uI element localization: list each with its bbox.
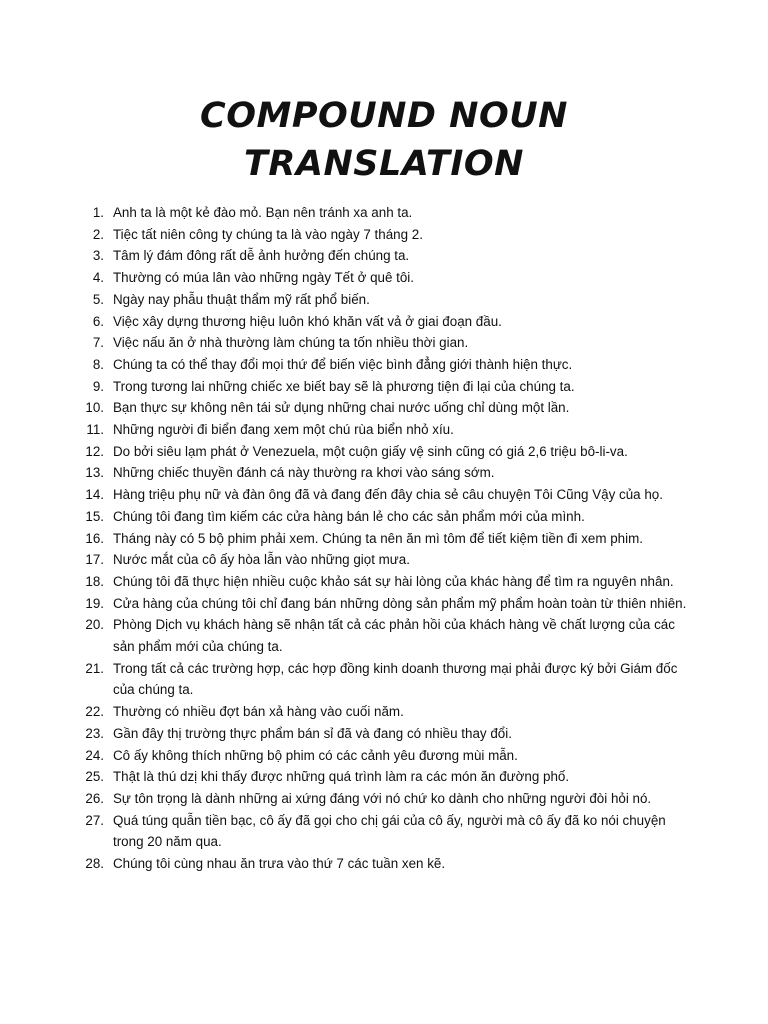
list-item-text: Những người đi biển đang xem một chú rùa biển nhỏ xíu. — [113, 422, 454, 438]
list-item-number: 7. — [92, 335, 104, 351]
list-item-number: 17. — [85, 552, 104, 568]
list-item — [0, 658, 768, 701]
list-item-number: 24. — [85, 747, 104, 763]
list-item-text: Việc xây dựng thương hiệu luôn khó khăn vất vả ở giai đoạn đầu. — [113, 313, 502, 329]
list-item-number: 23. — [85, 725, 104, 741]
list-item-number: 18. — [85, 573, 104, 589]
list-item-text: Cửa hàng của chúng tôi chỉ đang bán những dòng sản phẩm mỹ phẩm hoàn toàn từ thiên nhiên. — [113, 595, 687, 611]
list-item — [0, 506, 768, 528]
list-item — [0, 528, 768, 550]
list-item-text: Cô ấy không thích những bộ phim có các cảnh yêu đương mùi mẫn. — [113, 747, 518, 763]
list-item-number: 1. — [92, 205, 104, 220]
list-item-text: Phòng Dịch vụ khách hàng sẽ nhận tất cả các phản hồi của khách hàng về chất lượng của các sản phẩm mới của chúng ta. — [113, 617, 675, 655]
list-item — [0, 745, 768, 767]
list-item — [0, 289, 768, 311]
list-item-text: Gần đây thị trường thực phẩm bán sỉ đã và đang có nhiều thay đổi. — [113, 725, 512, 741]
list-item — [0, 788, 768, 810]
list-item — [0, 766, 768, 788]
list-item-text: Thường có nhiều đợt bán xả hàng vào cuối năm. — [113, 704, 404, 720]
list-item-text: Chúng tôi đã thực hiện nhiều cuộc khảo sát sự hài lòng của khác hàng để tìm ra nguyên nhân. — [113, 573, 674, 589]
list-item-text: Chúng tôi đang tìm kiếm các cửa hàng bán lẻ cho các sản phẩm mới của mình. — [113, 508, 585, 524]
list-item-text: Nước mắt của cô ấy hòa lẫn vào những giọt mưa. — [113, 552, 410, 568]
list-item — [0, 354, 768, 376]
list-item-number: 15. — [85, 508, 104, 524]
list-item — [0, 267, 768, 289]
list-item-number: 4. — [92, 270, 104, 286]
list-item-text: Trong tương lai những chiếc xe biết bay sẽ là phương tiện đi lại của chúng ta. — [113, 378, 575, 394]
list-item-number: 9. — [92, 378, 104, 394]
list-item-number: 3. — [92, 248, 104, 264]
document-title — [0, 92, 768, 188]
list-item-number: 2. — [92, 226, 104, 242]
list-item — [0, 810, 768, 853]
list-item — [0, 549, 768, 571]
list-item-number: 20. — [85, 617, 104, 633]
list-item-number: 11. — [86, 422, 104, 438]
list-item-text: Tâm lý đám đông rất dễ ảnh hưởng đến chúng ta. — [113, 248, 410, 264]
list-item-text: Anh ta là một kẻ đào mỏ. Bạn nên tránh xa anh ta. — [113, 205, 413, 220]
sentence-list — [0, 202, 768, 875]
list-item-number: 16. — [85, 530, 104, 546]
list-item — [0, 484, 768, 506]
list-item-number: 14. — [85, 487, 104, 503]
list-item — [0, 332, 768, 354]
list-item — [0, 419, 768, 441]
list-item-text: Thường có múa lân vào những ngày Tết ở quê tôi. — [113, 270, 415, 286]
list-item-number: 6. — [92, 313, 104, 329]
list-item — [0, 701, 768, 723]
list-item-text: Sự tôn trọng là dành những ai xứng đáng với nó chứ ko dành cho những người đòi hỏi nó. — [113, 790, 652, 806]
list-item-text: Việc nấu ăn ở nhà thường làm chúng ta tốn nhiều thời gian. — [113, 335, 469, 351]
list-item-text: Tiệc tất niên công ty chúng ta là vào ngày 7 tháng 2. — [113, 226, 423, 242]
list-item-number: 13. — [85, 465, 104, 481]
list-item-text: Quá túng quẫn tiền bạc, cô ấy đã gọi cho chị gái của cô ấy, người mà cô ấy đã ko nói chuyện trong 20 năm qua. — [113, 812, 666, 850]
document-title-line-1: COMPOUND NOUN — [200, 96, 568, 136]
list-item-text: Hàng triệu phụ nữ và đàn ông đã và đang đến đây chia sẻ câu chuyện Tôi Cũng Vậy của họ. — [113, 487, 663, 503]
document-title-line-2: TRANSLATION — [244, 144, 524, 184]
list-item-number: 27. — [85, 812, 104, 828]
list-item — [0, 224, 768, 246]
list-item-text: Thật là thú dzị khi thấy được những quá trình làm ra các món ăn đường phố. — [113, 769, 570, 785]
list-item-text: Chúng tôi cùng nhau ăn trưa vào thứ 7 các tuần xen kẽ. — [113, 856, 446, 872]
list-item — [0, 311, 768, 333]
list-item — [0, 397, 768, 419]
list-item-number: 22. — [85, 704, 104, 720]
list-item-number: 25. — [85, 769, 104, 785]
list-item — [0, 853, 768, 875]
list-item-number: 8. — [92, 356, 104, 372]
list-item — [0, 376, 768, 398]
list-item-text: Chúng ta có thể thay đổi mọi thứ để biến việc bình đẳng giới thành hiện thực. — [113, 356, 573, 372]
list-item — [0, 571, 768, 593]
list-item-text: Bạn thực sự không nên tái sử dụng những chai nước uống chỉ dùng một lần. — [113, 400, 570, 416]
list-item — [0, 202, 768, 224]
list-item-number: 28. — [85, 856, 104, 872]
list-item-number: 5. — [92, 291, 104, 307]
list-item — [0, 462, 768, 484]
list-item-text: Tháng này có 5 bộ phim phải xem. Chúng ta nên ăn mì tôm để tiết kiệm tiền đi xem phim. — [113, 530, 643, 546]
list-item-text: Ngày nay phẫu thuật thẩm mỹ rất phổ biến. — [113, 291, 370, 307]
list-item-number: 21. — [85, 660, 104, 676]
list-item — [0, 593, 768, 615]
list-item — [0, 614, 768, 657]
list-item-number: 12. — [85, 443, 104, 459]
list-item — [0, 441, 768, 463]
list-item — [0, 245, 768, 267]
list-item-text: Do bởi siêu lạm phát ở Venezuela, một cuộn giấy vệ sinh cũng có giá 2,6 triệu bô-li-va. — [113, 443, 628, 459]
list-item-text: Những chiếc thuyền đánh cá này thường ra khơi vào sáng sớm. — [113, 465, 495, 481]
list-item-number: 26. — [85, 790, 104, 806]
list-item-text: Trong tất cả các trường hợp, các hợp đồng kinh doanh thương mại phải được ký bởi Giám đốc của chúng ta. — [113, 660, 678, 698]
list-item-number: 19. — [85, 595, 104, 611]
list-item-number: 10. — [85, 400, 104, 416]
list-item — [0, 723, 768, 745]
